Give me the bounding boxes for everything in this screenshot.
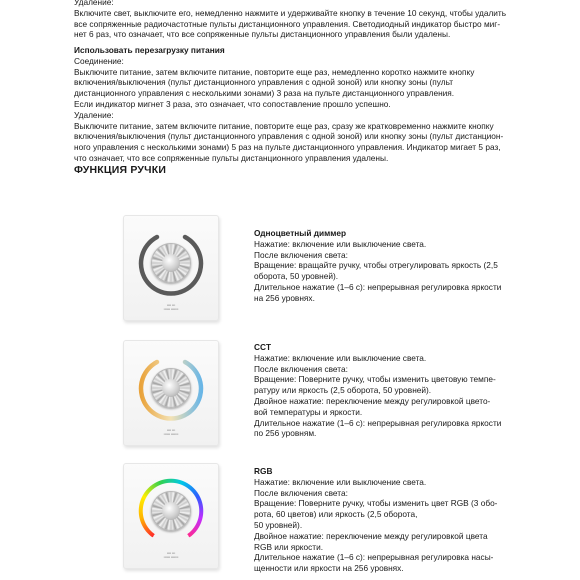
reboot-line: Если индикатор мигнет 3 раза, это означает, что сопоставление прошло успешно.: [74, 98, 391, 109]
product-line: После включения света:: [254, 363, 348, 374]
intro-line: нет 6 раз, что означает, что все сопряженные пульты дистанционного управления были удалены.: [74, 29, 451, 40]
reboot-line: включения/выключения (пульт дистанционного управления с одной зоной) или кнопку зоны (пульт дистанцион-: [74, 131, 504, 142]
reboot-line: Выключите питание, затем включите питание, повторите еще раз, немедленно коротко нажмите кнопку: [74, 66, 475, 77]
panel-fineprint: ▪▪▪▪ ▪▪▪ ▪▪▪▪▪▪ ▪▪▪▪▪▪▪: [163, 303, 179, 311]
product-line: Нажатие: включение или выключение света.: [254, 352, 427, 363]
reboot-line: Удаление:: [74, 109, 114, 120]
product-line: по 256 уровням.: [254, 428, 317, 439]
product-line: После включения света:: [254, 249, 348, 260]
product-title: CCT: [254, 342, 272, 352]
product-line: Вращение: Поверните ручку, чтобы изменить цвет RGB (3 обо-: [254, 498, 498, 509]
product-line: Двойное нажатие: переключение между регулировкой цвето-: [254, 395, 491, 406]
intro-section: [74, 0, 544, 40]
product-line: щенности или яркости на 256 уровнях.: [254, 563, 404, 574]
knob-icon: [151, 243, 191, 283]
product-line: Вращение: вращайте ручку, чтобы отрегулировать яркость (2,5: [254, 260, 498, 271]
panel-fineprint: ▪▪▪▪ ▪▪▪ ▪▪▪▪▪▪ ▪▪▪▪▪▪▪: [163, 551, 179, 559]
reboot-line: Соединение:: [74, 55, 124, 66]
reboot-line: Выключите питание, затем включите питание, повторите еще раз, сразу же кратковременно нажмите кнопку: [74, 120, 494, 131]
reboot-section: [74, 45, 544, 164]
cct-panel-image: [123, 340, 219, 446]
product-line: на 256 уровнях.: [254, 292, 315, 303]
single-dimmer-description: [254, 228, 554, 304]
knob-icon: [151, 491, 191, 531]
product-title: RGB: [254, 466, 273, 476]
reboot-line: включения/выключения (пульт дистанционного управления с одной зоной) или кнопку зоны (пульт: [74, 77, 454, 88]
reboot-line: ного управления с несколькими зонами) 5 раз на пульте дистанционного управления. Индикатор мигает 5 раз,: [74, 142, 501, 153]
single-dimmer-panel-image: [123, 215, 219, 321]
product-line: Длительное нажатие (1–6 с): непрерывная регулировка яркости: [254, 281, 502, 292]
product-line: RGB или яркости.: [254, 541, 324, 552]
reboot-line: что означает, что все сопряженные пульты дистанционного управления удалены.: [74, 152, 389, 163]
reboot-title: Использовать перезагрузку питания: [74, 45, 225, 55]
product-line: Длительное нажатие (1–6 с): непрерывная регулировка насы-: [254, 552, 494, 563]
cct-description: [254, 342, 554, 439]
intro-line: все сопряженные радиочастотные пульты дистанционного управления. Светодиодный индикатор быстро миг-: [74, 18, 501, 29]
product-title: Одноцветный диммер: [254, 228, 347, 238]
product-line: Нажатие: включение или выключение света.: [254, 476, 427, 487]
reboot-line: дистанционного управления с несколькими зонами) 3 раза на пульте дистанционного управления.: [74, 88, 455, 99]
product-line: После включения света:: [254, 487, 348, 498]
rgb-description: [254, 466, 554, 574]
intro-line: Удаление:: [74, 0, 114, 7]
knob-icon: [151, 368, 191, 408]
product-line: Длительное нажатие (1–6 с): непрерывная регулировка яркости: [254, 417, 502, 428]
product-line: ратуру или яркость (2,5 оборота, 50 уровней).: [254, 385, 432, 396]
product-line: Нажатие: включение или выключение света.: [254, 238, 427, 249]
section-title: ФУНКЦИЯ РУЧКИ: [74, 164, 167, 176]
product-line: Двойное нажатие: переключение между регулировкой цвета: [254, 530, 488, 541]
product-line: вой температуры и яркости.: [254, 406, 363, 417]
product-line: рота, 60 цветов) или яркость (2,5 оборота,: [254, 509, 418, 520]
rgb-panel-image: [123, 463, 219, 569]
product-line: оборота, 50 уровней).: [254, 271, 339, 282]
intro-line: Включите свет, выключите его, немедленно нажмите и удерживайте кнопку в течение 10 секунд, чтобы удалить: [74, 7, 507, 18]
product-line: Вращение: Поверните ручку, чтобы изменить цветовую темпе-: [254, 374, 496, 385]
product-line: 50 уровней).: [254, 519, 303, 530]
panel-fineprint: ▪▪▪▪ ▪▪▪ ▪▪▪▪▪▪ ▪▪▪▪▪▪▪: [163, 428, 179, 436]
